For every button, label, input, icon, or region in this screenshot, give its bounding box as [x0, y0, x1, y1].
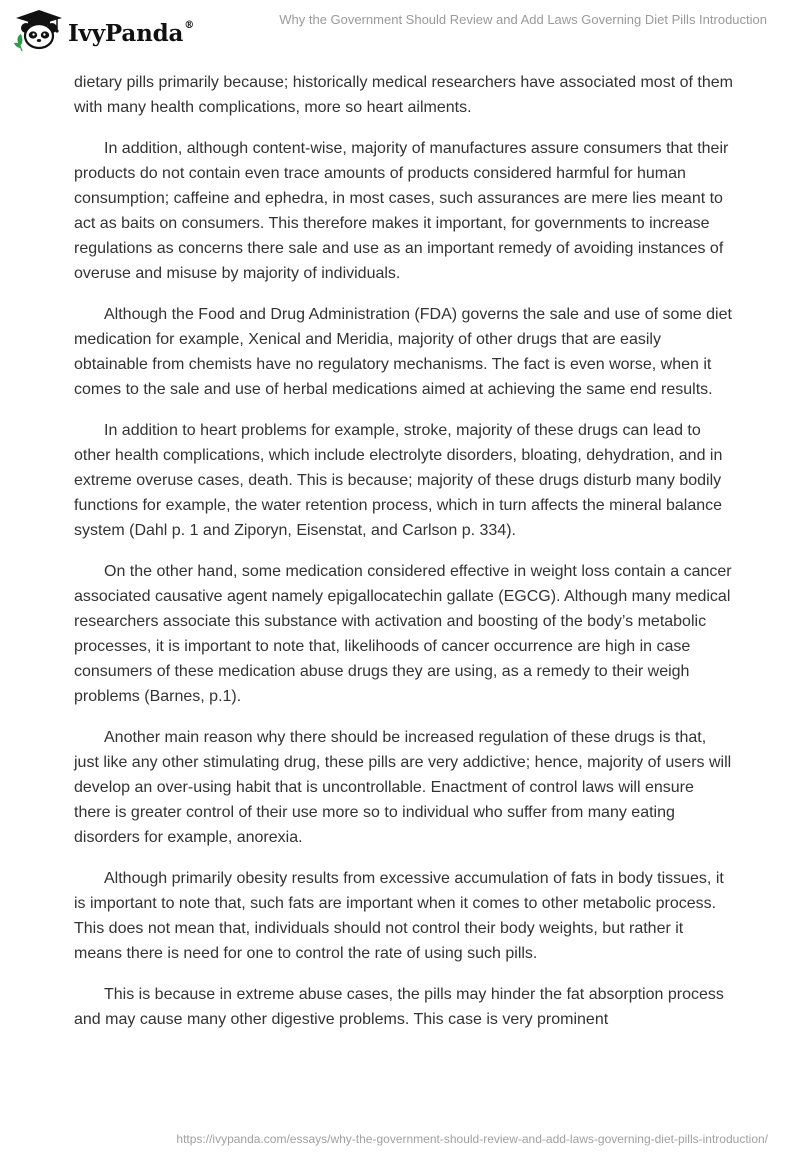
paragraph-4: In addition to heart problems for example, stroke, majority of these drugs can lead to other health complications, which include electrolyte disorders, bloating, dehydration, and in extreme overuse cases, death. This is because; majority of these drugs disturb many bodily functions for example, the water retention process, which in turn affects the mineral balance system (Dahl p. 1 and Ziporyn, Eisenstat, and Carlson p. 334).: [74, 422, 723, 539]
panda-graduate-icon: [12, 8, 66, 52]
paragraph-3: Although the Food and Drug Administration (FDA) governs the sale and use of some diet medication for example, Xenical and Meridia, majority of other drugs that are easily obtainable from chemists have no regulatory mechanisms. The fact is even worse, when it comes to the sale and use of herbal medications aimed at achieving the same end results.: [74, 306, 732, 398]
paragraph-2: In addition, although content-wise, majority of manufactures assure consumers that their products do not contain even trace amounts of products considered harmful for human consumption; caffeine and ephedra, in most cases, such assurances are mere lies meant to act as baits on consumers. This therefore makes it important, for governments to increase regulations as concerns there sale and use as an important remedy of avoiding instances of overuse and misuse by majority of individuals.: [74, 140, 729, 282]
paragraph-5: On the other hand, some medication considered effective in weight loss contain a cancer associated causative agent namely epigallocatechin gallate (EGCG). Although many medical researchers associate this substance with activation and boosting of the body’s metabolic processes, it is important to note that, likelihoods of cancer occurrence are high in case consumers of these medication abuse drugs they are using, as a remedy to their weigh problems (Barnes, p.1).: [74, 563, 732, 705]
registered-mark: ®: [184, 19, 194, 31]
document-title: Why the Government Should Review and Add Laws Governing Diet Pills Introduction: [279, 12, 767, 27]
paragraph-7: Although primarily obesity results from excessive accumulation of fats in body tissues, it is important to note that, such fats are important when it comes to other metabolic process. This does not mean that, individuals should not control their body weights, but rather it means there is need for one to control the rate of using such pills.: [74, 870, 724, 962]
paragraph-6: Another main reason why there should be increased regulation of these drugs is that, just like any other stimulating drug, these pills are very addictive; hence, majority of users will develop an over-using habit that is uncontrollable. Enactment of control laws will ensure there is greater control of their use more so to individual who suffer from many eating disorders for example, anorexia.: [74, 729, 732, 846]
paragraph-8: This is because in extreme abuse cases, the pills may hinder the fat absorption process and may cause many other digestive problems. This case is very prominent: [74, 986, 724, 1028]
paragraph-1: dietary pills primarily because; historically medical researchers have associated most of them with many health complications, more so heart ailments.: [74, 74, 733, 116]
essay-body: [74, 70, 734, 1048]
source-url[interactable]: https://ivypanda.com/essays/why-the-government-should-review-and-add-laws-governing-diet-pills-introduction/: [176, 1132, 768, 1146]
ivypanda-logo[interactable]: [12, 8, 194, 52]
page-header: [0, 0, 800, 60]
logo-text: IvyPanda: [68, 19, 184, 47]
logo-wordmark: [68, 20, 194, 47]
